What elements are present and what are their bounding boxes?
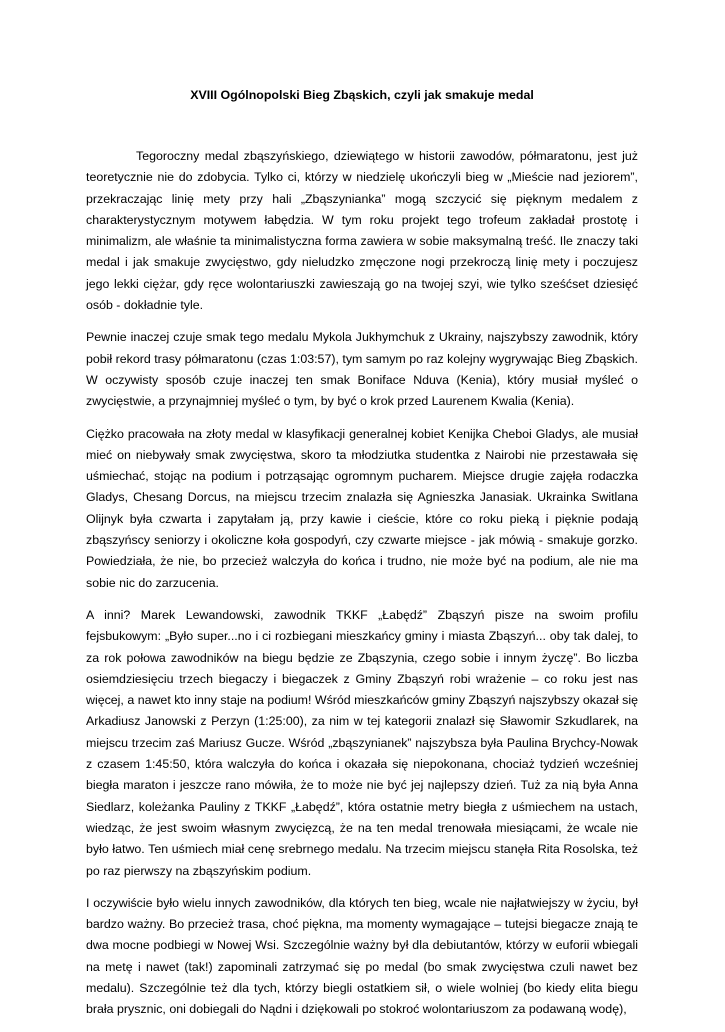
paragraph-intro: Tegoroczny medal zbąszyńskiego, dziewiątego w historii zawodów, półmaratonu, jest już teoretycznie nie do zdobycia. Tylko ci, którzy w niedzielę ukończyli bieg w „Mieście nad jeziorem”, przekraczając linię mety przy hali „Zbąszynianka” mogą szczycić się pięknym medalem z charakterystycznym motywem łabędzia. W tym roku projekt tego trofeum zakładał prostotę i minimalizm, ale właśnie ta minimalistyczna forma zawiera w sobie maksymalną treść. Ile znaczy taki medal i jak smakuje zwycięstwo, gdy nieludzko zmęczone nogi przekroczą linię mety i poczujesz jego lekki ciężar, gdy ręce wolontariuszki zawieszają go na twojej szyi, wie tylko sześćset dziesięć osób - dokładnie tyle. (86, 149, 638, 313)
document-title: XVIII Ogólnopolski Bieg Zbąskich, czyli jak smakuje medal (190, 88, 534, 102)
paragraph-local-results: A inni? Marek Lewandowski, zawodnik TKKF „Łabędź” Zbąszyń pisze na swoim profilu fejsbukowym: „Było super...no i ci rozbiegani mieszkańcy gminy i miasta Zbąszyń... oby tak dalej, to za rok połowa zawodników na biegu będzie ze Zbąszynia, czego sobie i innym życzę”. Bo liczba osiemdziesięciu trzech biegaczy i biegaczek z Gminy Zbąszyń robi wrażenie – co roku jest nas więcej, a nawet kto inny staje na podium! Wśród mieszkańców gminy Zbąszyń najszybszy okazał się Arkadiusz Janowski z Perzyn (1:25:00), za nim w tej kategorii znalazł się Sławomir Szkudlarek, na miejscu trzecim zaś Mariusz Gucze. Wśród „zbąszynianek” najszybsza była Paulina Brychcy-Nowak z czasem 1:45:50, która walczyła do końca i okazała się niepokonana, chociaż tydzień wcześniej biegła maraton i jeszcze rano mówiła, że to może nie być jej najlepszy dzień. Tuż za nią była Anna Siedlarz, koleżanka Pauliny z TKKF „Łabędź”, która ostatnie metry biegła z uśmiechem na ustach, wiedząc, że jest swoim własnym zwycięzcą, że na ten medal trenowała miesiącami, że wcale nie było łatwo. Ten uśmiech miał cenę srebrnego medalu. Na trzecim miejscu stanęła Rita Rosolska, też po raz pierwszy na zbąszyńskim podium. (86, 607, 638, 878)
paragraph-men-results: Pewnie inaczej czuje smak tego medalu Mykola Jukhymchuk z Ukrainy, najszybszy zawodnik, który pobił rekord trasy półmaratonu (czas 1:03:57), tym samym po raz kolejny wygrywając Bieg Zbąskich. W oczywisty sposób czuje inaczej ten smak Boniface Nduva (Kenia), który musiał myśleć o zwycięstwie, a przynajmniej myśleć o tym, by być o krok przed Laurenem Kwalia (Kenia). (86, 330, 638, 409)
paragraph-women-results: Ciężko pracowała na złoty medal w klasyfikacji generalnej kobiet Kenijka Cheboi Gladys, ale musiał mieć on niebywały smak zwycięstwa, skoro ta młodziutka studentka z Nairobi nie przestawała się uśmiechać, stojąc na podium i potrząsając ogromnym pucharem. Miejsce drugie zajęła rodaczka Gladys, Chesang Dorcus, na miejscu trzecim znalazła się Agnieszka Janasiak. Ukrainka Switlana Olijnyk była czwarta i zapytałam ją, przy kawie i cieście, które co roku pieką i pięknie podają zbąszyńscy seniorzy i okoliczne koła gospodyń, czy czwarte miejsce - jak mówią - smakuje gorzko. Powiedziała, że nie, bo przecież walczyła do końca i trudno, nie może być na podium, ale nie ma sobie nic do zarzucenia. (86, 426, 638, 590)
document-page (86, 86, 638, 1032)
paragraph-other-runners: I oczywiście było wielu innych zawodników, dla których ten bieg, wcale nie najłatwiejszy w życiu, był bardzo ważny. Bo przecież trasa, choć piękna, ma momenty wymagające – tutejsi biegacze znają te dwa mocne podbiegi w Nowej Wsi. Szczególnie ważny był dla debiutantów, którzy w euforii wbiegali na metę i nawet (tak!) zapominali zatrzymać się po medal (bo smak zwycięstwa czuli nawet bez medalu). Szczególnie też dla tych, którzy biegli ostatkiem sił, o wiele wolniej (bo kiedy elita biegu brała prysznic, oni dobiegali do Nądni i dziękowali po stokroć wolontariuszom za podawaną wodę), (86, 895, 638, 1017)
